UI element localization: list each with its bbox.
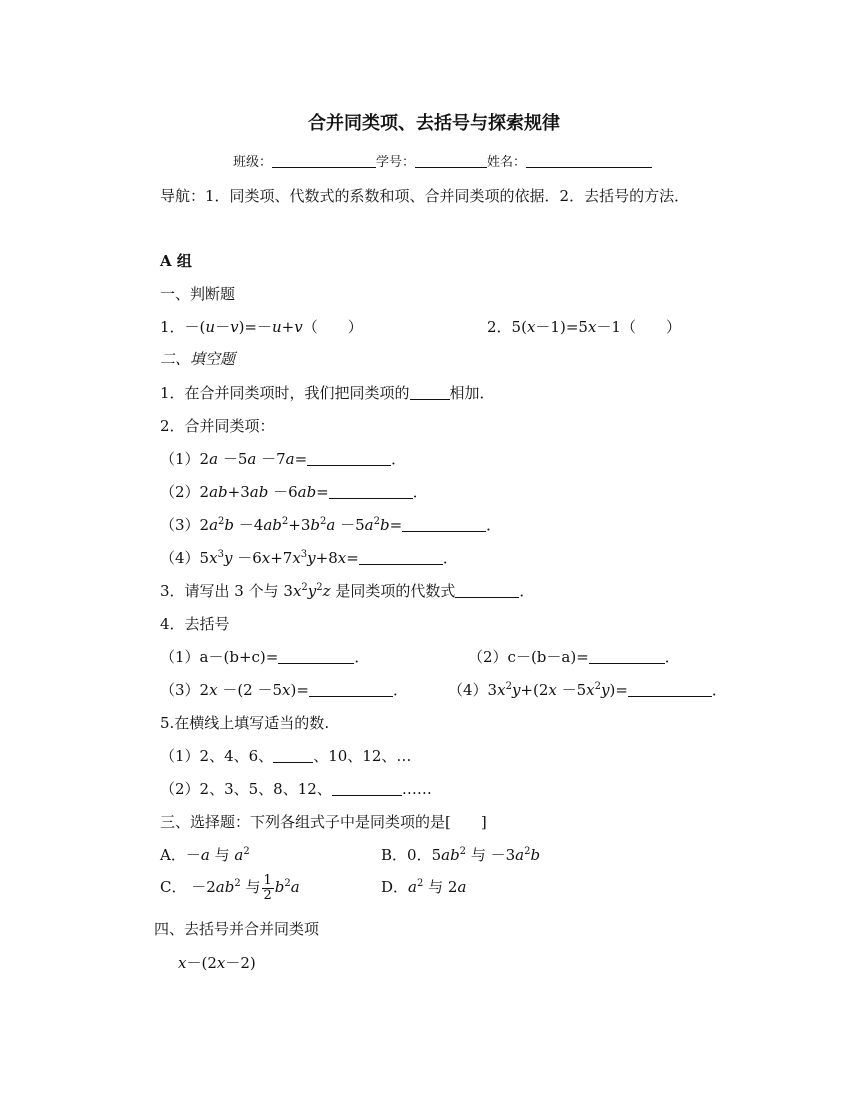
fill-q5-item-1: （1）2、4、6、 、10、12、…: [160, 747, 412, 765]
fill-q5-heading: 5.在横线上填写适当的数.: [160, 714, 330, 732]
section-4-heading: 四、去括号并合并同类项: [154, 920, 320, 938]
section-2-heading: 二、填空题: [160, 350, 236, 368]
id-blank[interactable]: [415, 153, 487, 168]
fill-q5-item-1-blank[interactable]: [273, 748, 313, 763]
judge-q1-answer[interactable]: （ ）: [302, 318, 363, 336]
fraction-one-half: $\frac{1}{2}$: [263, 872, 272, 903]
judge-q1: 1．－(u－v)=－u+v（ ）: [160, 318, 363, 336]
judge-q2: 2．5(x－1)=5x－1（ ）: [487, 318, 681, 336]
fill-q5-item-2-blank[interactable]: [332, 781, 402, 796]
name-blank[interactable]: [526, 153, 652, 168]
fill-q2-item-4-blank[interactable]: [359, 550, 443, 565]
fill-q4-item-3: （3）2x －(2 －5x)= ．: [160, 681, 408, 699]
fill-q4-item-2: （2）c－(b－a)= ．: [468, 648, 680, 666]
judge-q2-answer[interactable]: －1（ ）: [596, 318, 681, 336]
name-label: 姓名：: [487, 155, 527, 170]
fill-q4-item-4: $(4)3x^2y+(2x -5x^2y)=$ ．: [448, 681, 727, 699]
class-label: 班级：: [233, 155, 273, 170]
fill-q4-item-1: （1）a－(b+c)= ．: [160, 648, 370, 666]
fill-q2-item-2: （2）2ab+3ab －6ab= ．: [160, 483, 428, 501]
section-3-heading: 三、选择题：下列各组式子中是同类项的是[ ]: [160, 813, 487, 831]
section-4-expression: x－(2x－2): [178, 954, 256, 972]
choice-a[interactable]: A．－a 与 $a^2$: [160, 846, 250, 864]
fill-q2-item-2-blank[interactable]: [329, 484, 413, 499]
class-blank[interactable]: [272, 153, 376, 168]
fill-q3-blank[interactable]: [455, 583, 519, 598]
fill-q2-item-3: $(3)2a^2b -4ab^2+3b^2a -5a^2b=$ ．: [160, 516, 502, 534]
fill-q4-item-4-blank[interactable]: [628, 682, 712, 697]
fill-q1: 1．在合并同类项时，我们把同类项的 相加．: [160, 384, 495, 402]
fill-q1-blank[interactable]: [410, 385, 450, 400]
fill-q2-item-1: （1）2a －5a －7a= ．: [160, 450, 407, 468]
fill-q4-item-1-blank[interactable]: [278, 649, 354, 664]
fill-q2-item-4: $(4)5x^3y -6x+7x^3y+8x=$ ．: [160, 549, 458, 567]
choice-d[interactable]: D．$a^2$ 与 2a: [381, 878, 467, 896]
fill-q5-item-2: （2）2、3、5、8、12、 ……: [160, 780, 432, 798]
fill-q2-item-1-blank[interactable]: [307, 451, 391, 466]
section-1-heading: 一、判断题: [160, 285, 236, 303]
id-label: 学号：: [376, 155, 416, 170]
page-title: 合并同类项、去括号与探索规律: [308, 113, 560, 134]
choice-b[interactable]: B．0．$5ab^2$ 与 $-3a^2b$: [381, 846, 541, 864]
fill-q2-item-3-blank[interactable]: [402, 517, 486, 532]
guide-text: 导航：1．同类项、代数式的系数和项、合并同类项的依据．2．去括号的方法．: [160, 187, 690, 205]
fill-q3: 3．请写出 3 个与 $3x^2y^2z$ 是同类项的代数式 ．: [160, 582, 535, 600]
fill-q4-heading: 4．去括号: [160, 615, 230, 633]
group-a-heading: A 组: [160, 252, 192, 270]
student-info-line: [233, 153, 652, 173]
fill-q2-heading: 2．合并同类项：: [160, 417, 275, 435]
choice-c[interactable]: C． $-2ab^2$ 与 $\frac{1}{2}$ $b^2a$: [160, 872, 300, 903]
fill-q4-item-3-blank[interactable]: [309, 682, 393, 697]
fill-q4-item-2-blank[interactable]: [589, 649, 665, 664]
